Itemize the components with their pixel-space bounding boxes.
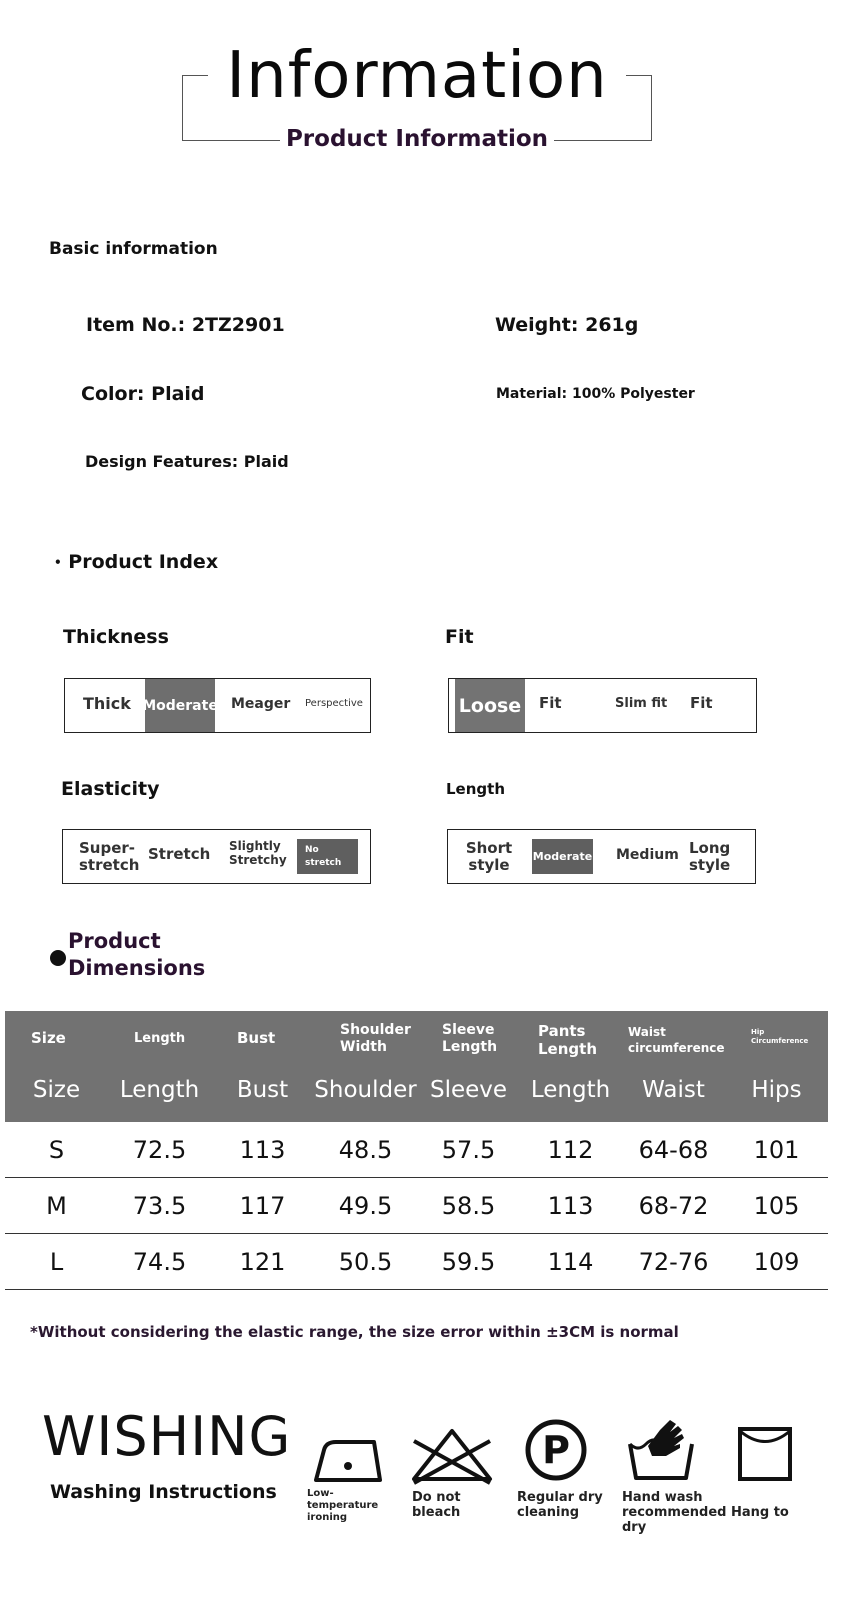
header-shoulder-width: Shoulder Width [340, 1022, 411, 1055]
table-row [5, 1122, 828, 1178]
thickness-option-moderate-selected: Moderate [145, 679, 215, 732]
table-cell: 114 [547, 1248, 594, 1276]
header-hip-circumference: Hip Circumference [751, 1028, 809, 1045]
hand-wash-icon [626, 1416, 696, 1482]
header-bust: Bust [237, 1029, 276, 1047]
item-number: Item No.: 2TZ2901 [86, 314, 285, 336]
header-length: Length [134, 1031, 186, 1046]
product-dimensions-label [68, 928, 205, 982]
length-option-long-style: Long style [689, 839, 731, 875]
dry-clean-icon [524, 1418, 588, 1482]
subheader-shoulder: Shoulder [314, 1077, 417, 1103]
header-pants-length: Pants Length [538, 1022, 597, 1058]
table-cell: 105 [753, 1192, 800, 1220]
subheader-length: Length [119, 1077, 200, 1103]
thickness-option-thick: Thick [83, 694, 131, 713]
dry-clean-label: Regular dry cleaning [517, 1490, 603, 1520]
table-cell: 117 [239, 1192, 286, 1220]
no-bleach-icon [410, 1427, 494, 1485]
fit-option-fit-2: Fit [690, 694, 713, 712]
weight: Weight: 261g [495, 314, 639, 336]
subheader-hips: Hips [751, 1077, 802, 1103]
table-cell: 50.5 [338, 1248, 393, 1276]
table-cell: 73.5 [132, 1192, 187, 1220]
subheader-bust: Bust [236, 1077, 289, 1103]
size-error-note: *Without considering the elastic range, the size error within ±3CM is normal [30, 1323, 679, 1341]
table-row [5, 1234, 828, 1290]
table-cell: 113 [239, 1136, 286, 1164]
basic-info-label: Basic information [49, 239, 218, 259]
table-cell: 121 [239, 1248, 286, 1276]
iron-label: Low-temperature ironing [307, 1488, 379, 1523]
elasticity-option-stretch: Stretch [148, 845, 211, 863]
length-option-medium: Medium [616, 847, 679, 863]
fit-scale [448, 678, 757, 733]
length-scale [447, 829, 756, 884]
table-cell: 64-68 [638, 1136, 709, 1164]
table-cell: 74.5 [132, 1248, 187, 1276]
fit-title: Fit [445, 626, 474, 648]
svg-text:P: P [542, 1428, 570, 1472]
table-cell: 109 [753, 1248, 800, 1276]
subheader-waist: Waist [642, 1077, 705, 1103]
table-cell: 72-76 [638, 1248, 709, 1276]
table-cell: 112 [547, 1136, 594, 1164]
thickness-title: Thickness [63, 626, 169, 648]
table-cell: L [49, 1248, 64, 1276]
table-cell: 49.5 [338, 1192, 393, 1220]
fit-option-fit: Fit [539, 694, 562, 712]
header-sleeve-length: Sleeve Length [442, 1022, 498, 1055]
length-option-moderate-selected: Moderate [532, 839, 593, 874]
elasticity-scale [62, 829, 371, 884]
table-cell: M [46, 1192, 67, 1220]
table-cell: 113 [547, 1192, 594, 1220]
bullet-icon [50, 950, 66, 966]
fit-option-slim-fit: Slim fit [615, 696, 668, 711]
bullet-icon: • [54, 555, 62, 570]
table-cell: 48.5 [338, 1136, 393, 1164]
page-subtitle: Product Information [182, 124, 652, 154]
product-dimensions-label-line2: Dimensions [68, 956, 206, 980]
length-title: Length [446, 780, 505, 798]
elasticity-option-no-stretch-selected: No stretch [297, 839, 358, 874]
hand-wash-label: Hand wash recommended Hang to dry [622, 1490, 789, 1535]
iron-low-temp-icon [312, 1434, 384, 1484]
size-table [5, 1011, 828, 1290]
elasticity-option-slightly-stretchy: Slightly Stretchy [229, 839, 287, 867]
subheader-size: Size [32, 1077, 81, 1103]
fit-option-loose-selected: Loose [455, 679, 525, 732]
subheader-sleeve: Sleeve [429, 1077, 508, 1103]
thickness-option-perspective: Perspective [305, 698, 363, 709]
design-features: Design Features: Plaid [85, 452, 289, 471]
table-cell: 72.5 [132, 1136, 187, 1164]
table-cell: 57.5 [441, 1136, 496, 1164]
table-cell: 68-72 [638, 1192, 709, 1220]
length-option-short-style: Short style [465, 839, 513, 875]
header-waist-circumference: Waist circumference [628, 1025, 725, 1055]
elasticity-option-super-stretch: Super-stretch [79, 839, 140, 875]
page-title: Information [182, 36, 652, 116]
header-size: Size [31, 1029, 66, 1047]
elasticity-title: Elasticity [61, 778, 160, 800]
hang-dry-icon [737, 1426, 793, 1482]
table-cell: S [48, 1136, 65, 1164]
washing-heading: WISHING [42, 1405, 292, 1468]
table-cell: 58.5 [441, 1192, 496, 1220]
product-dimensions-label-line1: Product [68, 929, 161, 953]
washing-subtitle: Washing Instructions [50, 1481, 277, 1503]
subheader-pants-length: Length [530, 1077, 611, 1103]
product-index-label: Product Index [68, 551, 219, 573]
size-table-header [5, 1011, 828, 1122]
color: Color: Plaid [81, 383, 205, 405]
material: Material: 100% Polyester [496, 386, 695, 402]
table-cell: 101 [753, 1136, 800, 1164]
table-row [5, 1178, 828, 1234]
table-cell: 59.5 [441, 1248, 496, 1276]
thickness-option-meager: Meager [231, 696, 291, 712]
no-bleach-label: Do not bleach [412, 1490, 461, 1520]
product-index-heading [54, 551, 218, 573]
thickness-scale [64, 678, 371, 733]
